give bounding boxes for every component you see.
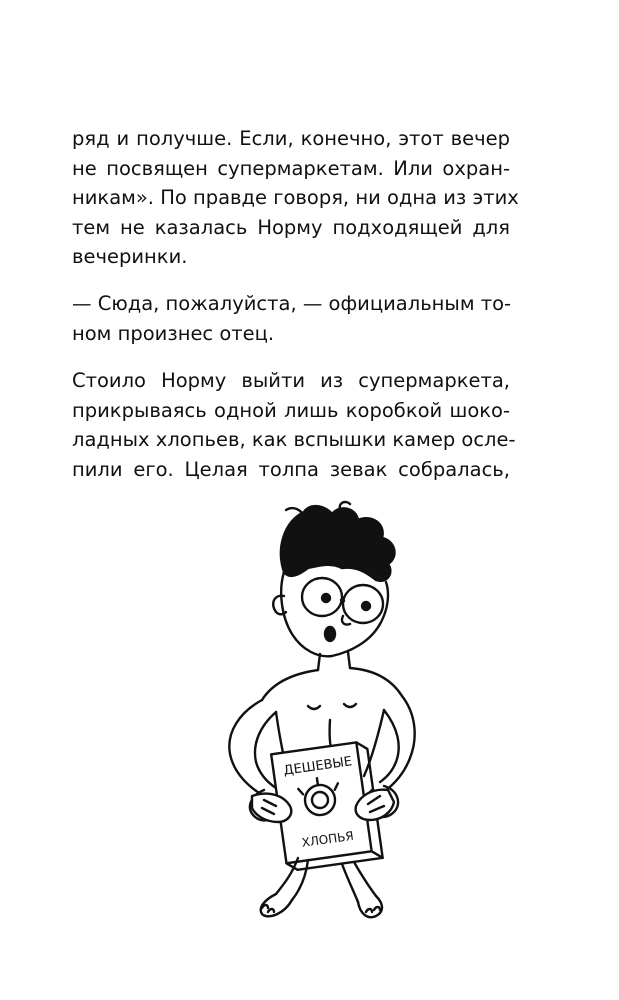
box-label-bottom: ХЛОПЬЯ: [300, 828, 355, 850]
mouth: [325, 627, 335, 641]
text-line: пили его. Целая толпа зевак собралась,: [72, 457, 510, 481]
text-line: не посвящен супермаркетам. Или охран-: [72, 156, 510, 180]
left-leg: [276, 858, 308, 900]
hair: [281, 506, 395, 581]
text-line: ладных хлопьев, как вспышки камер осле-: [72, 428, 516, 451]
text-line: ряд и получше. Если, конечно, этот вечер: [72, 127, 510, 150]
text-line: — Сюда, пожалуйста, — официальным то-: [72, 292, 512, 315]
left-arm: [229, 700, 264, 796]
paragraph-1: [72, 124, 519, 272]
text-line: никам». По правде говоря, ни одна из этих: [72, 186, 519, 209]
face: [281, 572, 388, 656]
text-line: тем не казалась Норму подходящей для: [72, 215, 510, 239]
paragraph-2: [72, 289, 510, 348]
text-line: прикрываясь одной лишь коробкой шоко-: [72, 398, 510, 422]
text-line: ном произнес отец.: [72, 321, 275, 345]
box-label-top: ДЕШЕВЫЕ: [282, 754, 354, 779]
torso: [262, 668, 402, 700]
paragraph-3: [72, 366, 516, 484]
text-line: вечеринки.: [72, 245, 188, 268]
boy-illustration: [180, 500, 440, 940]
text-line: Стоило Норму выйти из супермаркета,: [72, 369, 510, 392]
right-leg: [342, 862, 376, 902]
